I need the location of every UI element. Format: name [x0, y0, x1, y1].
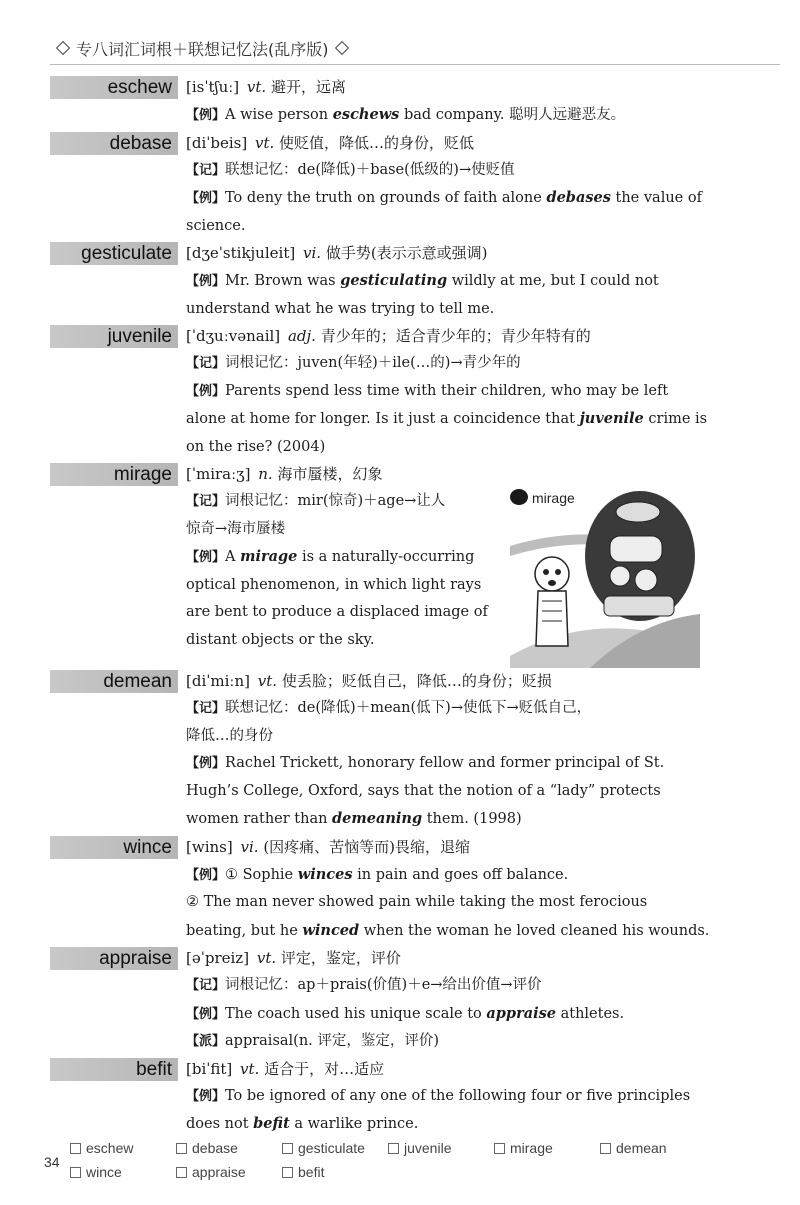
part-of-speech: vt.: [246, 78, 267, 96]
running-header: [50, 34, 355, 62]
checklist-item[interactable]: juvenile: [388, 1140, 451, 1156]
checklist-item[interactable]: appraise: [176, 1164, 246, 1180]
example: 【例】A wise person eschews bad company. 聪明人远避恶友。: [186, 106, 626, 123]
definition: [186, 1056, 384, 1083]
memory-note: 【记】词根记忆：ap＋prais(价值)＋e→给出价值→评价: [186, 977, 542, 993]
pronunciation: [diˈmiːn]: [186, 672, 250, 690]
meaning: 避开，远离: [270, 78, 346, 96]
keyword: eschews: [332, 106, 400, 123]
checkbox-icon[interactable]: [176, 1167, 187, 1178]
example: 【例】To deny the truth on grounds of faith alone debases the value of: [186, 189, 702, 206]
checklist-item[interactable]: eschew: [70, 1140, 133, 1156]
keyword: befit: [253, 1115, 290, 1132]
checklist-item[interactable]: gesticulate: [282, 1140, 365, 1156]
checklist-item[interactable]: wince: [70, 1164, 122, 1180]
headword: demean: [50, 670, 178, 693]
pronunciation: [ˈdʒuːvənail]: [186, 327, 281, 345]
diamond-icon: [56, 41, 70, 55]
book-title: 专八词汇词根＋联想记忆法(乱序版): [76, 39, 329, 59]
meaning: 使丢脸；贬低自己，降低…的身份；贬损: [281, 672, 552, 690]
headword: juvenile: [50, 325, 178, 348]
keyword: winces: [297, 865, 353, 883]
part-of-speech: vt.: [240, 1059, 260, 1078]
entry-list: [50, 74, 710, 1139]
checkbox-icon[interactable]: [494, 1143, 505, 1154]
pronunciation: [wins]: [186, 837, 233, 856]
meaning: 评定，鉴定，评价: [280, 949, 401, 967]
headword: appraise: [50, 947, 178, 970]
diamond-icon: [334, 41, 348, 55]
checkbox-icon[interactable]: [70, 1167, 81, 1178]
entry-gesticulate: gesticulate [dʒeˈstikjuleit] vi. 做手势(表示示意或强调) 【例】Mr. Brown was gesticulating wildly at me, but I could not understand what he was trying to tell me.: [50, 240, 710, 323]
example: 【例】To be ignored of any one of the following four or five principles: [186, 1087, 691, 1104]
derivative: 【派】appraisal(n. 评定，鉴定，评价): [186, 1033, 440, 1049]
definition: [186, 74, 346, 101]
part-of-speech: vt.: [257, 672, 278, 690]
keyword: debases: [546, 189, 611, 206]
pronunciation: [biˈfit]: [186, 1059, 233, 1078]
pronunciation: [əˈpreiz]: [186, 949, 250, 967]
checkbox-icon[interactable]: [600, 1143, 611, 1154]
keyword: mirage: [240, 548, 298, 565]
keyword: appraise: [486, 1004, 556, 1022]
part-of-speech: vi.: [302, 244, 322, 262]
memory-note: 【记】词根记忆：mir(惊奇)＋age→让人: [186, 493, 446, 509]
pronunciation: [isˈtʃuː]: [186, 78, 240, 96]
part-of-speech: vt.: [256, 949, 277, 967]
definition: [186, 130, 474, 157]
headword: wince: [50, 836, 178, 859]
part-of-speech: vt.: [254, 133, 275, 152]
checkbox-icon[interactable]: [282, 1167, 293, 1178]
checklist-item[interactable]: mirage: [494, 1140, 553, 1156]
headword: eschew: [50, 76, 178, 99]
entry-wince: wince [wins] vi. (因疼痛、苦恼等而)畏缩，退缩 【例】① Sophie winces in pain and goes off balance. ② The man never showed pain while taking the most ferocious beating, but he winced when the woman he loved cleaned his wounds.: [50, 834, 710, 946]
checklist-item[interactable]: befit: [282, 1164, 324, 1180]
example: 【例】Mr. Brown was gesticulating wildly at me, but I could not: [186, 272, 659, 289]
illustration-label: mirage: [532, 490, 575, 506]
definition: [186, 945, 401, 972]
entry-befit: befit [biˈfit] vt. 适合于，对…适应 【例】To be ignored of any one of the following four or five principles does not befit a warlike prince.: [50, 1056, 710, 1139]
meaning: 做手势(表示示意或强调): [325, 244, 488, 262]
headword: gesticulate: [50, 242, 178, 265]
definition: [186, 323, 591, 350]
definition: [186, 668, 552, 695]
part-of-speech: n.: [258, 465, 273, 483]
checkbox-icon[interactable]: [70, 1143, 81, 1154]
headword: befit: [50, 1058, 178, 1081]
header-divider: [50, 64, 780, 65]
pronunciation: [diˈbeis]: [186, 133, 248, 152]
memory-note: 【记】联想记忆：de(降低)＋base(低级的)→使贬值: [186, 161, 515, 178]
meaning: 青少年的；适合青少年的；青少年特有的: [320, 327, 591, 345]
meaning: (因疼痛、苦恼等而)畏缩，退缩: [263, 837, 471, 856]
pronunciation: [ˈmiraːʒ]: [186, 465, 251, 483]
headword: debase: [50, 132, 178, 155]
keyword: demeaning: [332, 810, 423, 827]
checkbox-icon[interactable]: [388, 1143, 399, 1154]
meaning: 使贬值，降低…的身份，贬低: [279, 133, 475, 152]
pronunciation: [dʒeˈstikjuleit]: [186, 244, 296, 262]
entry-debase: debase [diˈbeis] vt. 使贬值，降低…的身份，贬低 【记】联想记忆：de(降低)＋base(低级的)→使贬值 【例】To deny the truth on grounds of faith alone debases the value of science.: [50, 130, 710, 241]
checklist-item[interactable]: debase: [176, 1140, 238, 1156]
mirage-illustration: [510, 486, 700, 668]
meaning: 海市蜃楼，幻象: [277, 465, 383, 483]
checkbox-icon[interactable]: [176, 1143, 187, 1154]
part-of-speech: adj.: [287, 327, 316, 345]
entry-demean: demean [diˈmiːn] vt. 使丢脸；贬低自己，降低…的身份；贬损 【记】联想记忆：de(降低)＋mean(低下)→使低下→贬低自己， 降低…的身份 【例】Rachel Trickett, honorary fellow and former principal of St. Hugh’s College, Oxford, says that the notion of a “lady” protects women rather than demeaning them. (1998): [50, 668, 710, 834]
keyword: gesticulating: [340, 272, 448, 289]
memory-note: 【记】词根记忆：juven(年轻)＋ile(…的)→青少年的: [186, 355, 521, 371]
example: 【例】Rachel Trickett, honorary fellow and former principal of St.: [186, 755, 665, 771]
entry-eschew: [50, 74, 710, 130]
headword: mirage: [50, 463, 178, 486]
page-number: 34: [44, 1154, 60, 1170]
definition: [186, 240, 488, 267]
meaning: 适合于，对…适应: [264, 1059, 385, 1078]
checklist-item[interactable]: demean: [600, 1140, 667, 1156]
keyword: juvenile: [579, 410, 644, 427]
keyword: winced: [302, 921, 360, 939]
checkbox-icon[interactable]: [282, 1143, 293, 1154]
example: 【例】A mirage is a naturally-occurring: [186, 548, 475, 565]
entry-mirage: mirage [ˈmiraːʒ] n. 海市蜃楼，幻象 【记】词根记忆：mir(惊奇)＋age→让人 惊奇→海市蜃楼 【例】A mirage is a naturally-occurring optical phenomenon, in which light rays are bent to produce a displaced image of distant objects or the sky. mirage: [50, 461, 710, 668]
entry-juvenile: juvenile [ˈdʒuːvənail] adj. 青少年的；适合青少年的；青少年特有的 【记】词根记忆：juven(年轻)＋ile(…的)→青少年的 【例】Parents spend less time with their children, who may be left alone at home for longer. Is it just a coincidence that juvenile crime is on the rise? (2004): [50, 323, 710, 461]
definition: [186, 834, 470, 861]
entry-appraise: [50, 945, 710, 1056]
definition: [186, 461, 383, 488]
part-of-speech: vi.: [240, 837, 259, 856]
example: 【例】Parents spend less time with their children, who may be left: [186, 382, 669, 399]
example: 【例】① Sophie winces in pain and goes off balance.: [186, 865, 569, 883]
example: 【例】The coach used his unique scale to appraise athletes.: [186, 1004, 625, 1022]
memory-note: 【记】联想记忆：de(降低)＋mean(低下)→使低下→贬低自己，: [186, 700, 592, 716]
